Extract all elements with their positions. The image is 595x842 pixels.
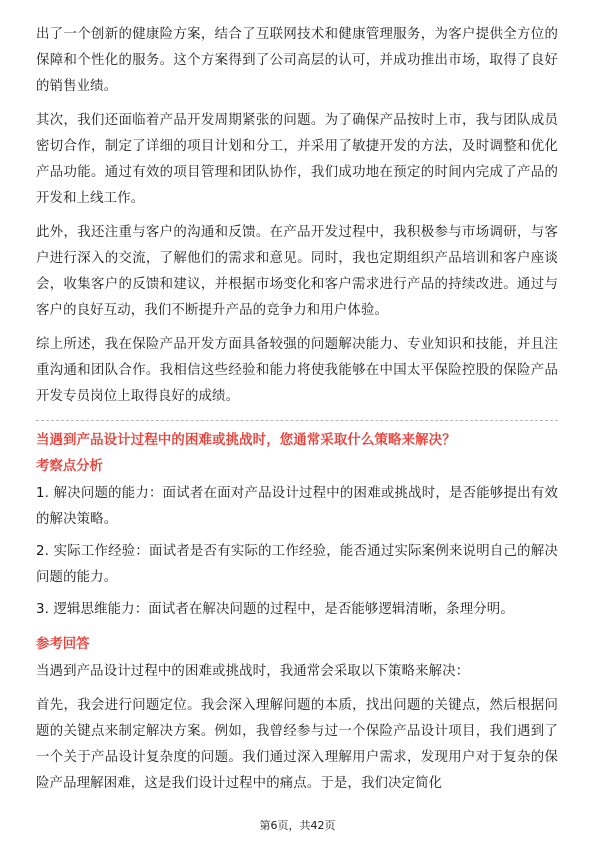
body-paragraph: 综上所述，我在保险产品开发方面具备较强的问题解决能力、专业知识和技能，并且注重沟通和团队合作。我相信这些经验和能力将使我能够在中国太平保险控股的保险产品开发专员岗位上取得良好的成绩。 — [36, 337, 558, 404]
body-paragraph: 其次，我们还面临着产品开发周期紧张的问题。为了确保产品按时上市，我与团队成员密切合作，制定了详细的项目计划和分工，并采用了敏捷开发的方法，及时调整和优化产品功能。通过有效的项目管理和团队协作，我们成功地在预定的时间内完成了产品的开发和上线工作。 — [36, 113, 558, 206]
answer-paragraph: 当遇到产品设计过程中的困难或挑战时，我通常会采取以下策略来解决： — [36, 664, 470, 679]
answer-paragraph: 首先，我会进行问题定位。我会深入理解问题的本质，找出问题的关键点，然后根据问题的关键点来制定解决方案。例如，我曾经参与过一个保险产品设计项目，我们遇到了一个关于产品设计复杂度的问题。我们通过深入理解用户需求，发现用户对于复杂的保险产品理解困难，这是我们设计过程中的痛点。于是，我们决定简化 — [36, 698, 558, 791]
body-paragraph: 出了一个创新的健康险方案，结合了互联网技术和健康管理服务，为客户提供全方位的保障和个性化的服务。这个方案得到了公司高层的认可，并成功推出市场，取得了良好的销售业绩。 — [36, 27, 558, 94]
body-paragraph: 此外，我还注重与客户的沟通和反馈。在产品开发过程中，我积极参与市场调研，与客户进行深入的交流，了解他们的需求和意见。同时，我也定期组织产品培训和客户座谈会，收集客户的反馈和建议，并根据市场变化和客户需求进行产品的持续改进。通过与客户的良好互动，我们不断提升产品的竞争力和用户体验。 — [36, 225, 558, 318]
analysis-item: 3. 逻辑思维能力：面试者在解决问题的过程中，是否能够逻辑清晰，条理分明。 — [36, 602, 514, 617]
interview-question: 当遇到产品设计过程中的困难或挑战时，您通常采取什么策略来解决？ — [36, 433, 456, 448]
section-divider — [36, 420, 558, 421]
document-page — [36, 22, 558, 805]
analysis-heading: 考察点分析 — [36, 459, 103, 474]
analysis-item: 1. 解决问题的能力：面试者在面对产品设计过程中的困难或挑战时，是否能够提出有效的解决策略。 — [36, 486, 558, 527]
page-number: 第6页，共42页 — [259, 819, 336, 832]
analysis-item: 2. 实际工作经验：面试者是否有实际的工作经验，能否通过实际案例来说明自己的解决问题的能力。 — [36, 544, 558, 585]
answer-heading: 参考回答 — [36, 637, 90, 652]
